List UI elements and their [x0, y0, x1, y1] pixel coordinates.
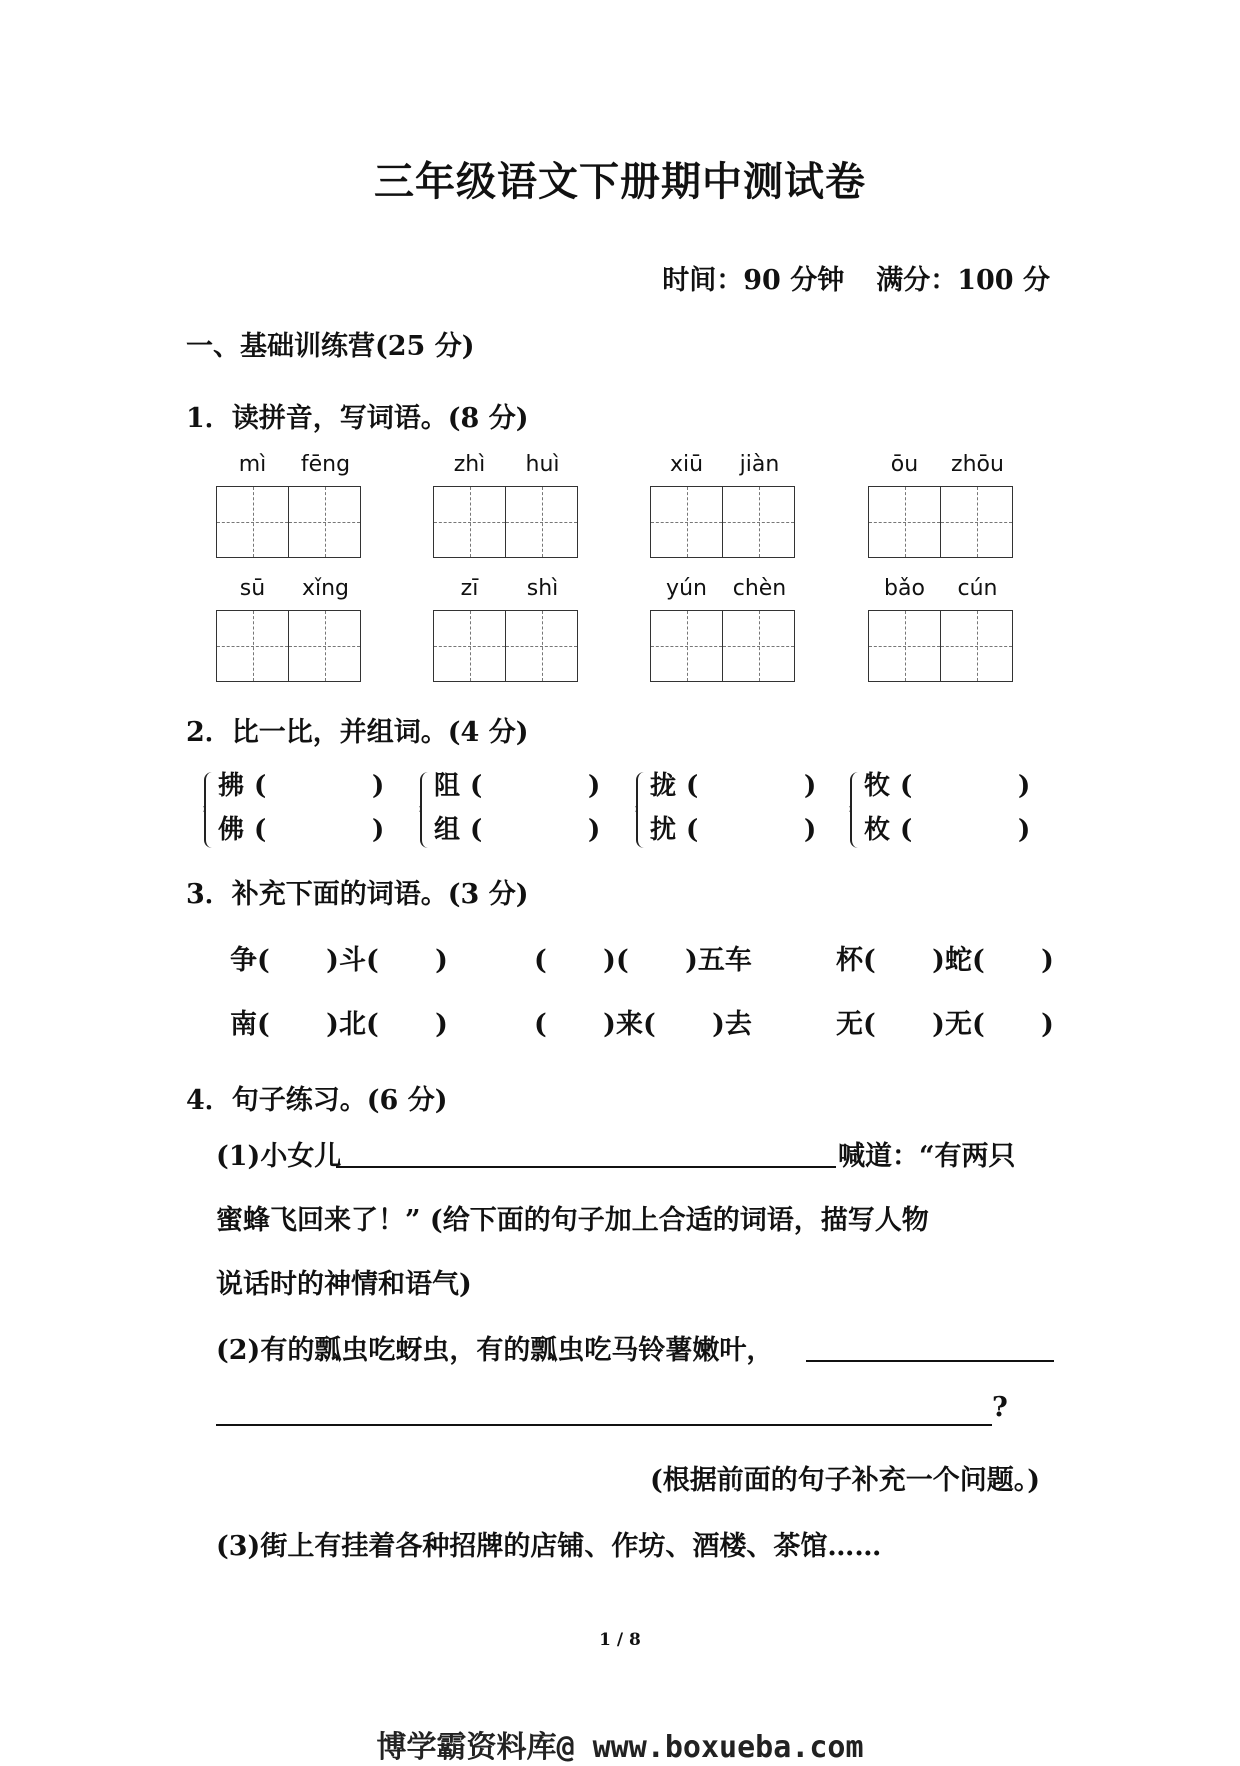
pinyin-label: jiàn [739, 452, 780, 477]
close-paren: ) [372, 815, 385, 845]
pinyin-label: zhōu [951, 452, 1004, 477]
close-paren: ) [588, 771, 601, 801]
q4-s2-start: (2)有的瓢虫吃蚜虫，有的瓢虫吃马铃薯嫩叶， [216, 1335, 774, 1366]
compare-row[interactable] [864, 768, 1034, 804]
q1-heading: 1．读拼音，写词语。(8 分) [186, 403, 529, 434]
tian-zi-cell[interactable] [722, 611, 794, 681]
idiom-blank[interactable]: ( )( )五车 [534, 945, 752, 976]
pinyin-label: sū [239, 576, 266, 601]
section-heading: 一、基础训练营(25 分) [186, 331, 475, 362]
close-paren: ) [372, 771, 385, 801]
pinyin-item [216, 452, 362, 558]
tian-zi-cell[interactable] [217, 487, 288, 557]
exam-full-score: 满分：100 分 [876, 265, 1050, 296]
pinyin-label: ōu [890, 452, 919, 477]
page-title: 三年级语文下册期中测试卷 [374, 159, 866, 205]
compare-group [204, 768, 394, 852]
pinyin-item [433, 452, 579, 558]
tian-zi-cell[interactable] [505, 487, 577, 557]
tian-zi-cell[interactable] [505, 611, 577, 681]
pinyin-label: cún [957, 576, 998, 601]
open-paren: ( [900, 771, 913, 801]
answer-line[interactable] [336, 1166, 836, 1168]
pinyin-item [216, 576, 362, 682]
answer-line[interactable] [806, 1360, 1054, 1362]
compare-group [636, 768, 826, 852]
exam-time: 时间：90 分钟 [662, 265, 845, 296]
watermark: 博学霸资料库@ www.boxueba.com [376, 1730, 864, 1765]
tian-zi-cell[interactable] [288, 611, 360, 681]
q4-s1-end: 喊道：“有两只 [838, 1141, 1016, 1172]
brace [420, 772, 430, 848]
compare-char: 拢 [650, 771, 677, 801]
compare-row[interactable] [650, 768, 820, 804]
q4-s1-start: (1)小女儿 [216, 1141, 342, 1172]
pinyin-item [868, 576, 1014, 682]
open-paren: ( [900, 815, 913, 845]
pinyin-label: bǎo [884, 576, 925, 601]
q3-heading: 3．补充下面的词语。(3 分) [186, 879, 529, 910]
compare-row[interactable] [434, 812, 604, 848]
q2-heading: 2．比一比，并组词。(4 分) [186, 717, 529, 748]
open-paren: ( [470, 771, 483, 801]
close-paren: ) [804, 771, 817, 801]
q4-s3: (3)街上有挂着各种招牌的店铺、作坊、酒楼、茶馆…… [216, 1531, 882, 1562]
idiom-blank[interactable]: 南( )北( ) [230, 1009, 448, 1040]
compare-char: 阻 [434, 771, 461, 801]
page-number: 1 / 8 [599, 1630, 641, 1650]
compare-row[interactable] [864, 812, 1034, 848]
tian-zi-cell[interactable] [651, 487, 722, 557]
close-paren: ) [588, 815, 601, 845]
compare-row[interactable] [218, 812, 388, 848]
pinyin-label: huì [525, 452, 560, 477]
pinyin-label: shì [526, 576, 559, 601]
pinyin-label: fēng [300, 452, 351, 477]
tian-zi-cell[interactable] [940, 611, 1012, 681]
compare-row[interactable] [650, 812, 820, 848]
brace [636, 772, 646, 848]
open-paren: ( [686, 771, 699, 801]
tian-zi-cell[interactable] [940, 487, 1012, 557]
q4-s2-end: ? [992, 1392, 1008, 1423]
pinyin-item [650, 452, 796, 558]
pinyin-label: xiū [669, 452, 704, 477]
tian-zi-cell[interactable] [869, 487, 940, 557]
open-paren: ( [686, 815, 699, 845]
close-paren: ) [1018, 771, 1031, 801]
open-paren: ( [470, 815, 483, 845]
pinyin-item [650, 576, 796, 682]
pinyin-item [433, 576, 579, 682]
tian-zi-cell[interactable] [288, 487, 360, 557]
exam-meta [662, 258, 1050, 297]
compare-char: 牧 [864, 771, 891, 801]
tian-zi-cell[interactable] [434, 611, 505, 681]
open-paren: ( [254, 815, 267, 845]
compare-char: 枚 [864, 815, 891, 845]
pinyin-label: chèn [732, 576, 787, 601]
brace [204, 772, 214, 848]
compare-group [420, 768, 610, 852]
q4-s1-line3: 说话时的神情和语气) [216, 1269, 472, 1300]
close-paren: ) [804, 815, 817, 845]
q4-s2-note: (根据前面的句子补充一个问题。) [649, 1465, 1040, 1496]
idiom-blank[interactable]: 无( )无( ) [836, 1009, 1054, 1040]
compare-group [850, 768, 1040, 852]
tian-zi-cell[interactable] [869, 611, 940, 681]
compare-char: 拂 [218, 771, 245, 801]
compare-char: 组 [434, 815, 461, 845]
pinyin-label: zhì [453, 452, 486, 477]
close-paren: ) [1018, 815, 1031, 845]
tian-zi-cell[interactable] [651, 611, 722, 681]
compare-char: 扰 [650, 815, 677, 845]
tian-zi-cell[interactable] [217, 611, 288, 681]
pinyin-label: xǐng [301, 576, 350, 601]
pinyin-label: zī [460, 576, 479, 601]
idiom-blank[interactable]: 争( )斗( ) [230, 945, 448, 976]
tian-zi-cell[interactable] [722, 487, 794, 557]
open-paren: ( [254, 771, 267, 801]
brace [850, 772, 860, 848]
compare-row[interactable] [218, 768, 388, 804]
tian-zi-cell[interactable] [434, 487, 505, 557]
answer-line[interactable] [216, 1424, 992, 1426]
pinyin-label: yún [666, 576, 707, 601]
compare-char: 佛 [218, 815, 245, 845]
compare-row[interactable] [434, 768, 604, 804]
idiom-blank[interactable]: ( )来( )去 [534, 1009, 752, 1040]
idiom-blank[interactable]: 杯( )蛇( ) [836, 945, 1054, 976]
q4-heading: 4．句子练习。(6 分) [186, 1085, 448, 1116]
q4-s1-line2: 蜜蜂飞回来了！” (给下面的句子加上合适的词语，描写人物 [216, 1205, 929, 1236]
pinyin-item [868, 452, 1014, 558]
pinyin-label: mì [238, 452, 267, 477]
